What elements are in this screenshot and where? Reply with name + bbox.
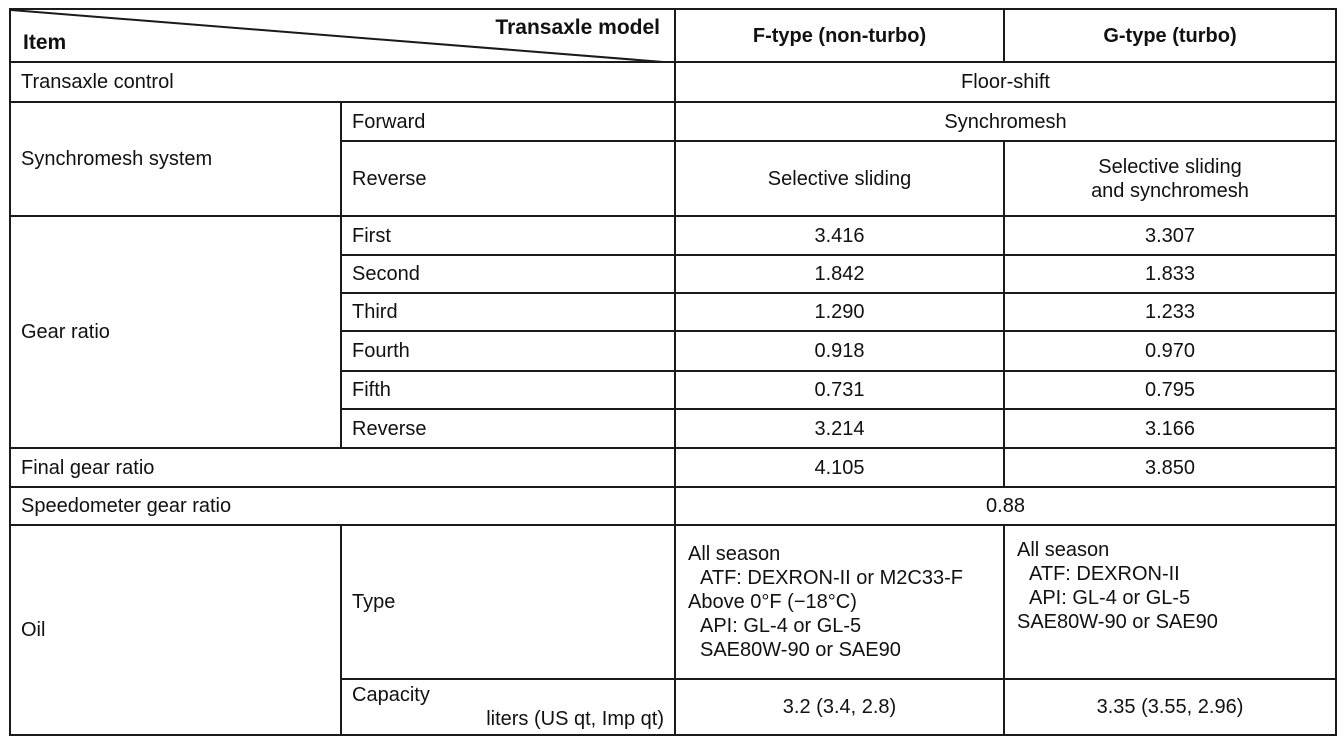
gear-first-g: 3.307 bbox=[1004, 216, 1336, 255]
reverse-label: Reverse bbox=[341, 141, 675, 216]
item-header-label: Item bbox=[23, 31, 67, 54]
synchromesh-forward-row bbox=[10, 102, 1336, 141]
gear-fifth-label: Fifth bbox=[341, 371, 675, 409]
final-gear-ratio-g: 3.850 bbox=[1004, 448, 1336, 487]
gear-first-f: 3.416 bbox=[675, 216, 1004, 255]
gear-fifth-g: 0.795 bbox=[1004, 371, 1336, 409]
gear-fifth-f: 0.731 bbox=[675, 371, 1004, 409]
transaxle-model-header-label: Transaxle model bbox=[495, 16, 660, 39]
oil-capacity-label: Capacity bbox=[352, 684, 430, 706]
transaxle-control-value: Floor-shift bbox=[675, 62, 1336, 102]
gear-third-label: Third bbox=[341, 293, 675, 331]
gear-second-f: 1.842 bbox=[675, 255, 1004, 293]
gear-fourth-label: Fourth bbox=[341, 331, 675, 371]
oil-type-label: Type bbox=[341, 525, 675, 679]
gear-ratio-row bbox=[10, 216, 1336, 255]
oil-capacity-label-cell bbox=[341, 679, 675, 735]
transaxle-spec-table bbox=[9, 8, 1337, 736]
oil-capacity-f: 3.2 (3.4, 2.8) bbox=[675, 679, 1004, 735]
oil-f-line1: All season bbox=[688, 543, 781, 565]
oil-f-line3: Above 0°F (−18°C) bbox=[688, 591, 857, 613]
oil-f-line2: ATF: DEXRON-II or M2C33-F bbox=[700, 567, 963, 589]
gear-ratio-label: Gear ratio bbox=[10, 216, 341, 448]
speedometer-gear-ratio-value: 0.88 bbox=[675, 487, 1336, 525]
final-gear-ratio-label: Final gear ratio bbox=[10, 448, 675, 487]
header-row bbox=[10, 9, 1336, 62]
gear-third-g: 1.233 bbox=[1004, 293, 1336, 331]
oil-type-g bbox=[1004, 525, 1336, 679]
gear-second-label: Second bbox=[341, 255, 675, 293]
item-model-header-cell bbox=[10, 9, 675, 62]
oil-f-line5: SAE80W-90 or SAE90 bbox=[700, 639, 901, 661]
forward-value: Synchromesh bbox=[675, 102, 1336, 141]
oil-f-line4: API: GL-4 or GL-5 bbox=[700, 615, 862, 637]
oil-g-line2: ATF: DEXRON-II bbox=[1029, 563, 1180, 585]
gear-reverse-g: 3.166 bbox=[1004, 409, 1336, 448]
oil-type-row bbox=[10, 525, 1336, 679]
gear-reverse-label: Reverse bbox=[341, 409, 675, 448]
final-gear-ratio-row bbox=[10, 448, 1336, 487]
reverse-g-line1: Selective sliding bbox=[1098, 155, 1242, 178]
gear-first-label: First bbox=[341, 216, 675, 255]
oil-g-line1: All season bbox=[1017, 539, 1110, 561]
transaxle-control-row bbox=[10, 62, 1336, 102]
oil-g-line3: API: GL-4 or GL-5 bbox=[1029, 587, 1191, 609]
forward-label: Forward bbox=[341, 102, 675, 141]
oil-capacity-unit: liters (US qt, Imp qt) bbox=[486, 708, 664, 730]
oil-label: Oil bbox=[10, 525, 341, 735]
reverse-g-value bbox=[1004, 141, 1336, 216]
oil-capacity-g: 3.35 (3.55, 2.96) bbox=[1004, 679, 1336, 735]
final-gear-ratio-f: 4.105 bbox=[675, 448, 1004, 487]
gear-second-g: 1.833 bbox=[1004, 255, 1336, 293]
g-type-header: G-type (turbo) bbox=[1004, 9, 1336, 62]
transaxle-control-label: Transaxle control bbox=[10, 62, 675, 102]
gear-fourth-g: 0.970 bbox=[1004, 331, 1336, 371]
oil-type-f bbox=[675, 525, 1004, 679]
gear-fourth-f: 0.918 bbox=[675, 331, 1004, 371]
synchromesh-system-label: Synchromesh system bbox=[10, 102, 341, 216]
gear-third-f: 1.290 bbox=[675, 293, 1004, 331]
speedometer-gear-ratio-label: Speedometer gear ratio bbox=[10, 487, 675, 525]
oil-g-line4: SAE80W-90 or SAE90 bbox=[1017, 611, 1218, 633]
gear-reverse-f: 3.214 bbox=[675, 409, 1004, 448]
reverse-f-value: Selective sliding bbox=[675, 141, 1004, 216]
f-type-header: F-type (non-turbo) bbox=[675, 9, 1004, 62]
reverse-g-line2: and synchromesh bbox=[1091, 179, 1249, 202]
speedometer-gear-ratio-row bbox=[10, 487, 1336, 525]
